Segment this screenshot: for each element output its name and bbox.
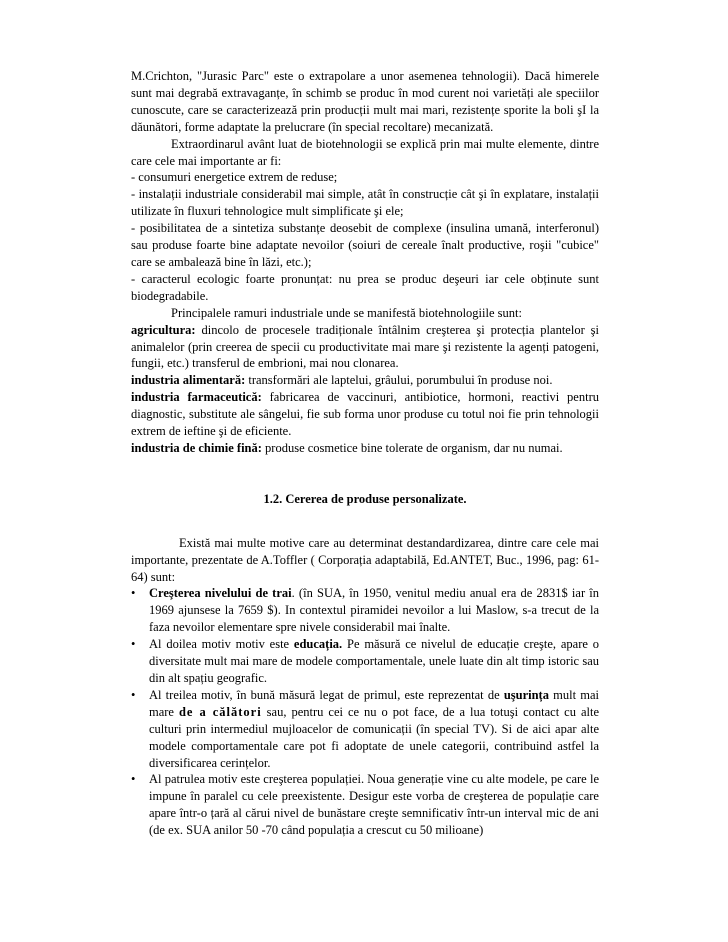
branch-text: produse cosmetice bine tolerate de organism, dar nu numai. [261, 440, 563, 455]
list-item: - instalații industriale considerabil mai simple, atât în construcție cât şi în explatare, instalații utilizate în fluxuri tehnologice mult simplificate şi ele; [131, 187, 599, 219]
motive-bold: educația. [293, 637, 343, 652]
bullet-icon: • [131, 586, 136, 601]
section-heading: 1.2. Cererea de produse personalizate. [263, 491, 467, 506]
bullet-icon: • [131, 772, 136, 787]
list-item [131, 585, 599, 636]
motive-bold: Creşterea nivelului de trai [149, 586, 292, 601]
branch-alimentara [131, 372, 599, 389]
document-page [131, 68, 599, 839]
list-item: - posibilitatea de a sintetiza substanțe deosebit de complexe (insulina umană, interferonul) sau produse foarte bine adaptate nevoilor (soiuri de cereale înalt productive, roşii "cubice" care se ambalează bine în lăzi, etc.); [131, 221, 599, 269]
motive-text: sau, pentru cei ce nu o pot face, de a lua totuşi contact cu alte culturi prin intermediul mujloacelor de comunicații (în special TV). Si de aici apar alte modele comportamentale care pot fi adoptate de unele categorii, contribuind astfel la diversificarea cerințelor. [149, 704, 599, 770]
branch-agricultura [131, 322, 599, 373]
branch-farmaceutica [131, 389, 599, 440]
branch-chimie-fina [131, 440, 599, 457]
list-item [131, 771, 599, 839]
paragraph-destandardization: Există mai multe motive care au determinat destandardizarea, dintre care cele mai importante, prezentate de A.Toffler ( Corporația adaptabilă, Ed.ANTET, Buc., 1996, pag: 61-64) sunt: [131, 535, 599, 584]
list-item [131, 687, 599, 772]
branch-term: agricultura: [131, 322, 196, 337]
motive-text: Al treilea motiv, în bună măsură legat de primul, este reprezentat de [149, 687, 504, 702]
branch-text: transformări ale laptelui, grâului, porumbului în produse noi. [245, 373, 553, 388]
branch-text: dincolo de procesele tradiționale întâlnim creşterea şi protecția plantelor şi animalelor (prin creerea de specii cu productivitate mai mare şi rezistente la agenți patogeni, fungii, etc.) transferul de embrioni, mai nou clonarea. [131, 322, 599, 371]
branch-text: fabricarea de vaccinuri, antibiotice, hormoni, reactivi pentru diagnostic, substitute ale sângelui, fie sub forma unor produse cu totul noi fie prin tehnologii extrem de ieftine şi de eficiente. [131, 390, 599, 439]
list-item [131, 636, 599, 687]
paragraph-industrial-branches: Principalele ramuri industriale unde se manifestă biotehnologiile sunt: [171, 305, 522, 320]
branch-term: industria farmaceutică: [131, 390, 262, 405]
motive-text: Pe măsură ce nivelul de educație creşte, apare o diversitate mult mai mare de modele comportamentale, unele luate din alt timp istoric sau din alt spațiu geografic. [149, 637, 599, 685]
paragraph-crichton: M.Crichton, "Jurasic Parc" este o extrapolare a unor asemenea tehnologii). Dacă himerele sunt mai degrabă extravaganțe, în schimb se produc în mod curent noi varietăți ale speciilor cunoscute, care se caracterizează prin producții mult mai mari, rezistențe sporite la boli şI la dăunători, forme adaptate la prelucrare (în special recoltare) mecanizată. [131, 69, 599, 134]
motive-bold: uşurința [503, 687, 549, 702]
list-item: - consumuri energetice extrem de reduse; [131, 170, 338, 185]
bullet-icon: • [131, 687, 136, 702]
list-item: - caracterul ecologic foarte pronunțat: nu prea se produc deşeuri iar cele obținute sunt biodegradabile. [131, 271, 599, 303]
motive-text: . (în SUA, în 1950, venitul mediu anual era de 2831$ iar în 1969 ajunsese la 7659 $). In contextul piramidei nevoilor a lui Maslow, s-a trecut de la faza nevoilor elementare spre nivele considerabil mai înalte. [149, 586, 600, 635]
branch-term: industria de chimie fină: [131, 440, 262, 455]
bullet-icon: • [131, 637, 136, 652]
motive-text: mult mai mare [149, 687, 599, 719]
motive-text: Al doilea motiv motiv este [149, 637, 294, 652]
motive-bold: de a călători [178, 704, 262, 719]
motive-text: Al patrulea motiv este creşterea populației. Noua generație vine cu alte modele, pe care le impune în paralel cu cele preexistente. Desigur este vorba de creşterea de populație care apare într-o țară al cărui nivel de bunăstare creşte semnificativ într-un interval mic de ani (de ex. SUA anilor 50 -70 când populația a crescut cu 50 milioane) [149, 772, 599, 838]
branch-term: industria alimentară: [131, 373, 246, 388]
paragraph-biotech-growth: Extraordinarul avânt luat de biotehnologii se explică prin mai multe elemente, dintre care cele mai importante ar fi: [131, 136, 599, 168]
motives-list [131, 585, 599, 839]
